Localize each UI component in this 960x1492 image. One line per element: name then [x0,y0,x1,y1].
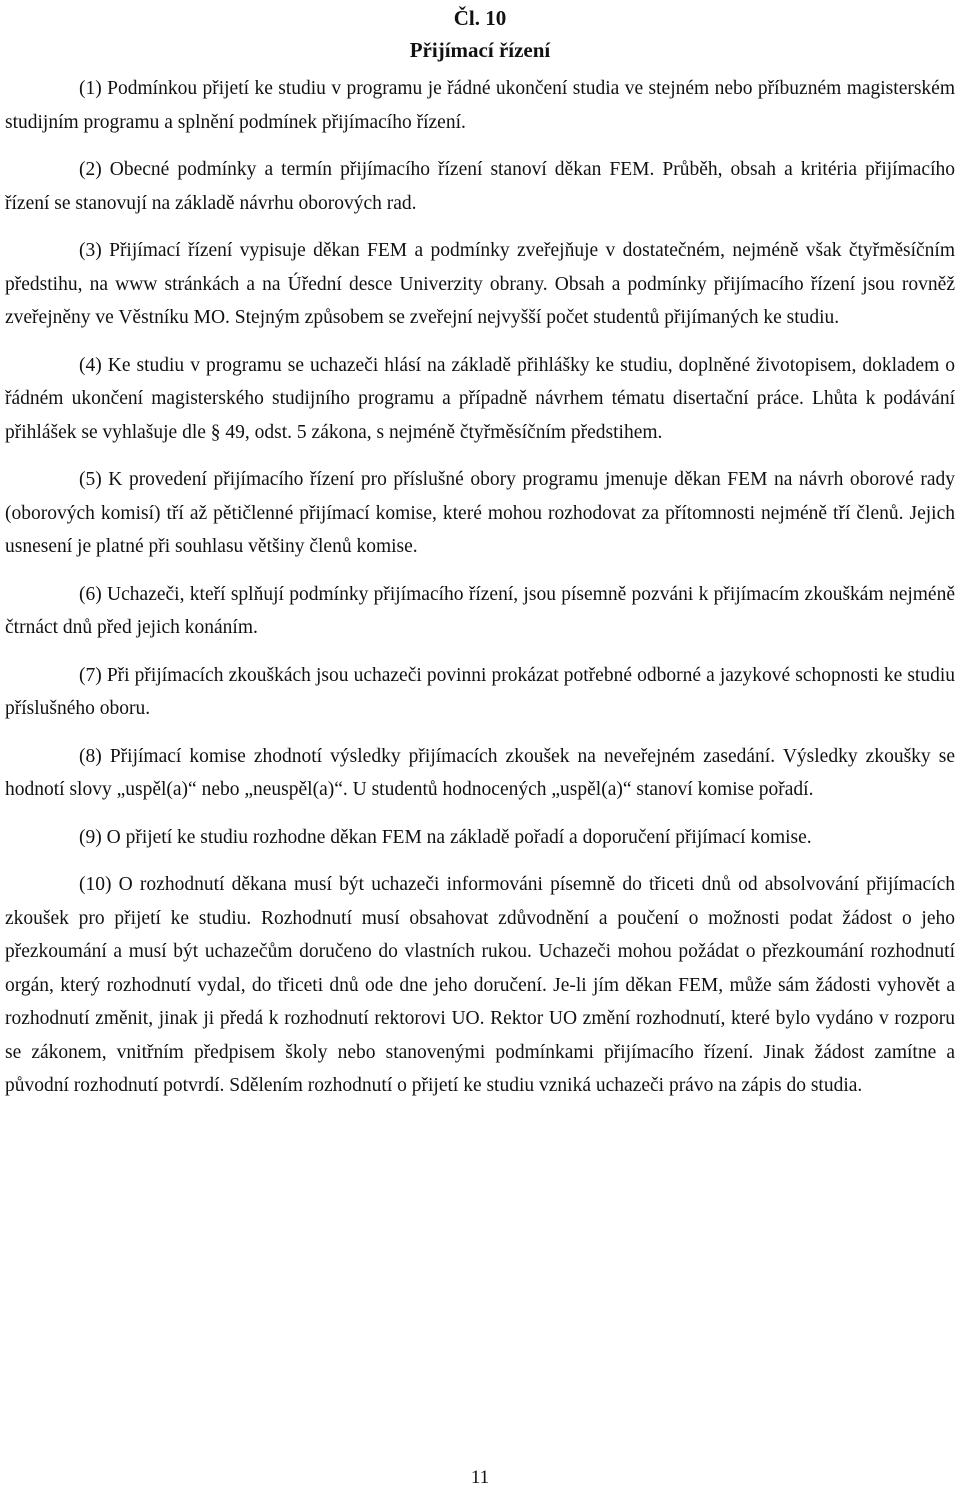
article-title: Přijímací řízení [409,38,551,62]
paragraph-7: (7) Při přijímacích zkouškách jsou uchazeči povinni prokázat potřebné odborné a jazykové schopnosti ke studiu příslušného oboru. [5,664,955,719]
paragraph-1: (1) Podmínkou přijetí ke studiu v programu je řádné ukončení studia ve stejném nebo příbuzném magisterském studijním programu a splnění podmínek přijímacího řízení. [5,78,955,133]
paragraph-10: (10) O rozhodnutí děkana musí být uchazeči informováni písemně do třiceti dnů od absolvování přijímacích zkoušek pro přijetí ke studiu. Rozhodnutí musí obsahovat zdůvodnění a poučení o možnosti podat žádost o jeho přezkoumání a musí být uchazečům doručeno do vlastních rukou. Uchazeči mohou požádat o přezkoumání rozhodnutí orgán, který rozhodnutí vydal, do třiceti dnů ode dne jeho doručení. Je-li jím děkan FEM, může sám žádosti vyhovět a rozhodnutí změnit, jinak ji předá k rozhodnutí rektorovi UO. Rektor UO změní rozhodnutí, které bylo vydáno v rozporu se zákonem, vnitřním předpisem školy nebo stanovenými podmínkami přijímacího řízení. Jinak žádost zamítne a původní rozhodnutí potvrdí. Sdělením rozhodnutí o přijetí ke studiu vzniká uchazeči právo na zápis do studia. [5,874,955,1096]
paragraph-5: (5) K provedení přijímacího řízení pro příslušné obory programu jmenuje děkan FEM na návrh oborové rady (oborových komisí) tří až pětičlenné přijímací komise, které mohou rozhodovat za přítomnosti nejméně tří členů. Jejich usnesení je platné při souhlasu většiny členů komise. [5,469,955,557]
paragraph-9: (9) O přijetí ke studiu rozhodne děkan FEM na základě pořadí a doporučení přijímací komise. [79,826,812,848]
document-page [5,0,955,1492]
paragraph-4: (4) Ke studiu v programu se uchazeči hlásí na základě přihlášky ke studiu, doplněné životopisem, dokladem o řádném ukončení magisterského studijního programu a případně návrhem tématu disertační práce. Lhůta k podávání přihlášek se vyhlašuje dle § 49, odst. 5 zákona, s nejméně čtyřměsíčním předstihem. [5,354,955,443]
article-number: Čl. 10 [453,6,507,30]
paragraph-2: (2) Obecné podmínky a termín přijímacího řízení stanoví děkan FEM. Průběh, obsah a kritéria přijímacího řízení se stanovují na základě návrhu oborových rad. [5,159,955,214]
paragraph-3: (3) Přijímací řízení vypisuje děkan FEM a podmínky zveřejňuje v dostatečném, nejméně však čtyřměsíčním předstihu, na www stránkách a na Úřední desce Univerzity obrany. Obsah a podmínky přijímacího řízení jsou rovněž zveřejněny ve Věstníku MO. Stejným způsobem se zveřejní nejvyšší počet studentů přijímaných ke studiu. [5,240,955,328]
page-number: 11 [470,1467,490,1488]
paragraph-8: (8) Přijímací komise zhodnotí výsledky přijímacích zkoušek na neveřejném zasedání. Výsledky zkoušky se hodnotí slovy „uspěl(a)“ nebo „neuspěl(a)“. U studentů hodnocených „uspěl(a)“ stanoví komise pořadí. [5,745,955,800]
paragraph-6: (6) Uchazeči, kteří splňují podmínky přijímacího řízení, jsou písemně pozváni k přijímacím zkouškám nejméně čtrnáct dnů před jejich konáním. [5,583,955,638]
